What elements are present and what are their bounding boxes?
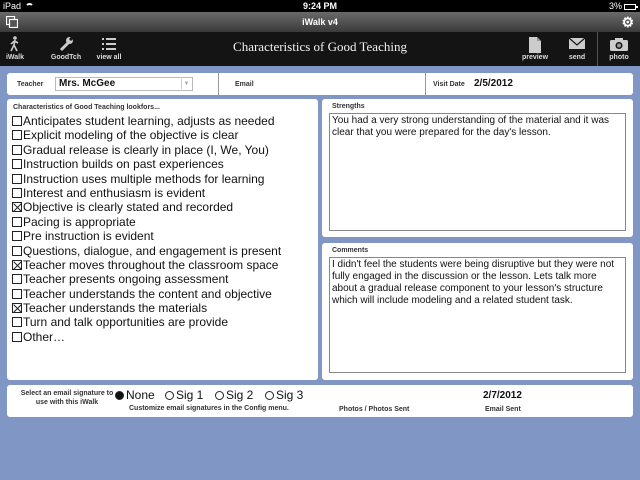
battery-status: 3% (609, 0, 636, 12)
checkbox[interactable] (12, 260, 22, 270)
teacher-value: Mrs. McGee (59, 78, 116, 89)
checkbox[interactable] (12, 202, 22, 212)
photo-button[interactable]: photo (601, 32, 637, 66)
toolbar-heading: Characteristics of Good Teaching (233, 39, 407, 54)
status-time: 9:24 PM (302, 1, 337, 11)
checkbox[interactable] (12, 159, 22, 169)
signature-option[interactable] (215, 388, 253, 402)
device-label: iPad (3, 0, 34, 12)
envelope-icon (560, 32, 594, 54)
lookfor-label: Teacher presents ongoing assessment (23, 272, 229, 287)
lookfors-list (12, 114, 281, 344)
signature-label: Select an email signature to use with this iWalk (20, 390, 114, 406)
comments-label: Comments (332, 247, 369, 254)
checkbox[interactable] (12, 303, 22, 313)
signature-option[interactable] (165, 388, 203, 402)
email-label: Email (235, 81, 254, 88)
gear-icon[interactable]: ⚙ (621, 14, 634, 30)
comments-panel (322, 243, 633, 380)
checkbox[interactable] (12, 174, 22, 184)
visit-info-row (7, 73, 633, 95)
lookfor-item[interactable] (12, 186, 281, 200)
signature-bar (7, 385, 633, 417)
signature-option-label: Sig 1 (176, 388, 204, 402)
signature-option-label: Sig 2 (226, 388, 254, 402)
lookfor-label: Interest and enthusiasm is evident (23, 185, 206, 200)
radio-button[interactable] (115, 391, 124, 400)
lookfor-label: Instruction builds on past experiences (23, 157, 224, 172)
signature-option[interactable] (265, 388, 303, 402)
lookfor-item[interactable] (12, 287, 281, 301)
divider (218, 73, 219, 95)
lookfor-label: Gradual release is clearly in place (I, We, You) (23, 142, 269, 157)
divider (425, 73, 426, 95)
radio-button[interactable] (165, 391, 174, 400)
radio-button[interactable] (265, 391, 274, 400)
checkbox[interactable] (12, 130, 22, 140)
lookfors-title: Characteristics of Good Teaching lookfors... (13, 104, 160, 111)
checkbox[interactable] (12, 231, 22, 241)
toolbar (0, 32, 640, 66)
checkbox[interactable] (12, 317, 22, 327)
send-button[interactable]: send (560, 32, 594, 66)
strengths-label: Strengths (332, 103, 365, 110)
lookfor-label: Instruction uses multiple methods for learning (23, 171, 265, 186)
checkbox[interactable] (12, 217, 22, 227)
teacher-select[interactable] (55, 77, 193, 91)
lookfor-item[interactable] (12, 272, 281, 286)
lookfor-item[interactable] (12, 258, 281, 272)
email-sent-date: 2/7/2012 (483, 390, 522, 401)
lookfor-item[interactable] (12, 143, 281, 157)
lookfor-label: Anticipates student learning, adjusts as needed (23, 114, 275, 128)
lookfor-label: Explicit modeling of the objective is clear (23, 128, 239, 143)
lookfor-label: Teacher understands the materials (23, 301, 208, 316)
preview-button[interactable]: preview (517, 32, 553, 66)
document-icon (517, 32, 553, 54)
chevron-down-icon: ▼ (181, 79, 191, 89)
battery-icon (624, 4, 636, 10)
app-title: iWalk v4 (302, 17, 338, 27)
status-bar (0, 0, 640, 12)
checkbox[interactable] (12, 116, 22, 126)
lookfor-label: Pre instruction is evident (23, 229, 154, 244)
lookfor-label: Questions, dialogue, and engagement is present (23, 243, 282, 258)
camera-icon (601, 32, 637, 54)
signature-option-label: None (126, 388, 155, 402)
lookfor-item[interactable] (12, 128, 281, 142)
lookfor-item[interactable] (12, 215, 281, 229)
lookfor-item[interactable] (12, 157, 281, 171)
checkbox[interactable] (12, 188, 22, 198)
teacher-label: Teacher (17, 81, 44, 88)
radio-button[interactable] (215, 391, 224, 400)
goodtch-button[interactable]: GoodTch (46, 32, 86, 66)
iwalk-button[interactable]: iWalk (2, 32, 28, 66)
checkbox[interactable] (12, 246, 22, 256)
lookfor-label: Teacher moves throughout the classroom space (23, 257, 279, 272)
lookfor-label: Turn and talk opportunities are provide (23, 315, 229, 330)
lookfor-label: Teacher understands the content and objective (23, 286, 272, 301)
comments-textarea[interactable]: I didn't feel the students were being disruptive but they were not fully engaged in the discussion or the lesson. Lets talk more about a gradual release component to your lesson's structure which will include modeling and a related student task. (329, 257, 626, 373)
lookfor-label: Pacing is appropriate (23, 214, 136, 229)
lookfor-label: Other… (23, 329, 66, 344)
lookfor-item[interactable] (12, 330, 281, 344)
toolbar-divider (597, 32, 598, 66)
lookfor-item[interactable] (12, 244, 281, 258)
lookfor-label: Objective is clearly stated and recorded (23, 200, 234, 215)
email-sent-label: Email Sent (485, 406, 521, 413)
lookfor-item[interactable] (12, 229, 281, 243)
photos-sent-label: Photos / Photos Sent (339, 406, 410, 413)
lookfor-item[interactable] (12, 315, 281, 329)
lookfor-item[interactable] (12, 301, 281, 315)
checkbox[interactable] (12, 145, 22, 155)
lookfors-panel (7, 99, 318, 380)
checkbox[interactable] (12, 274, 22, 284)
signature-option[interactable] (115, 388, 155, 402)
strengths-panel (322, 99, 633, 237)
visit-date-value[interactable]: 2/5/2012 (474, 78, 513, 89)
checkbox[interactable] (12, 332, 22, 342)
lookfor-item[interactable] (12, 200, 281, 214)
visit-date-label: Visit Date (433, 81, 465, 88)
app-title-bar (0, 12, 640, 32)
checkbox[interactable] (12, 289, 22, 299)
lookfor-item[interactable] (12, 172, 281, 186)
signature-option-label: Sig 3 (276, 388, 304, 402)
customize-signature-note: Customize email signatures in the Config menu. (129, 405, 289, 412)
view-all-button[interactable]: view all (92, 32, 126, 66)
lookfor-item[interactable] (12, 114, 281, 128)
strengths-textarea[interactable]: You had a very strong understanding of the material and it was clear that you were prepared for the day's lesson. (329, 113, 626, 231)
